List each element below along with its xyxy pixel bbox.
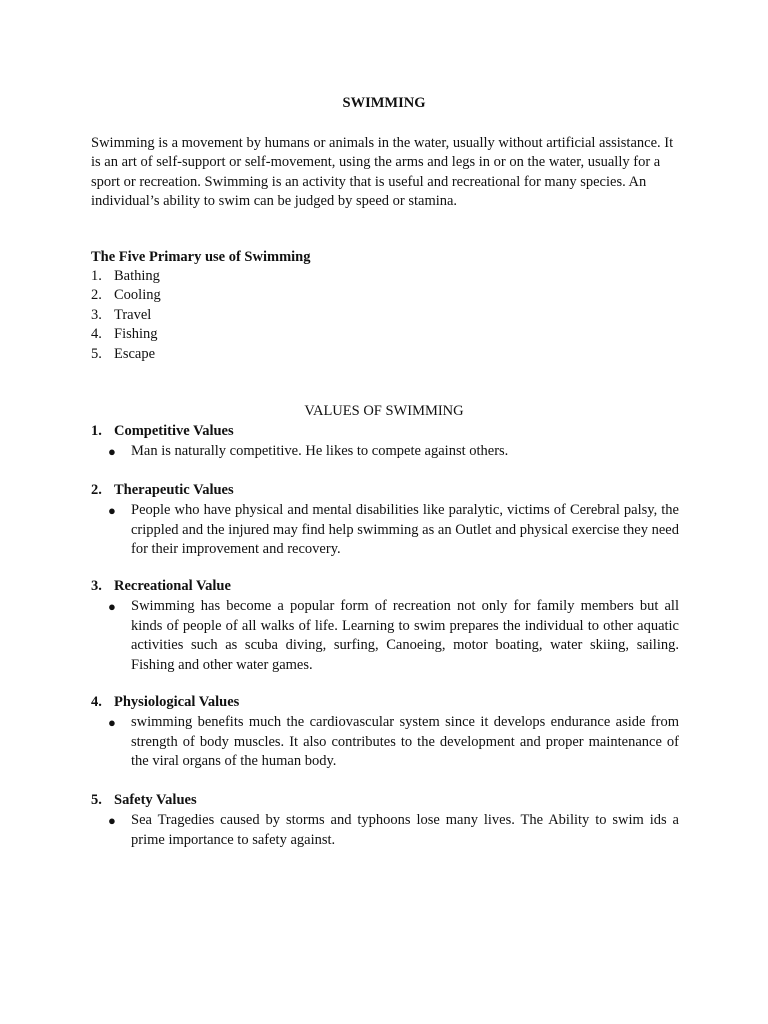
bullet-item	[91, 811, 679, 850]
bullet-icon: ●	[108, 599, 116, 615]
list-number: 3.	[91, 306, 102, 323]
value-section-competitive	[91, 422, 679, 462]
list-item-label: Travel	[114, 306, 152, 323]
bullet-item	[91, 501, 679, 559]
list-item	[91, 267, 161, 286]
bullet-icon: ●	[108, 444, 116, 460]
value-title-text: Therapeutic Values	[114, 482, 234, 498]
value-number: 5.	[91, 792, 102, 808]
value-section-safety	[91, 791, 679, 850]
values-heading: VALUES OF SWIMMING	[304, 403, 464, 419]
uses-heading: The Five Primary use of Swimming	[91, 249, 311, 265]
value-title	[91, 693, 679, 712]
intro-paragraph: Swimming is a movement by humans or animals in the water, usually without artificial assistance. It is an art of self-support or self-movement, using the arms and legs in or on the water, usually for a sport or recreation. Swimming is an activity that is useful and recreational for many species. An individual’s ability to swim can be judged by speed or stamina.	[91, 135, 674, 209]
bullet-text: swimming benefits much the cardiovascular system since it develops endurance aside from strength of body muscles. It also contributes to the development and proper maintenance of the viral organs of the human body.	[131, 714, 679, 770]
value-title	[91, 481, 679, 500]
list-item-label: Cooling	[114, 287, 161, 304]
bullet-text: People who have physical and mental disabilities like paralytic, victims of Cerebral palsy, the crippled and the injured may find help swimming as an Outlet and physical exercise they need for their improvement and recovery.	[131, 502, 679, 558]
value-section-therapeutic	[91, 481, 679, 560]
value-title-text: Competitive Values	[114, 423, 234, 439]
bullet-text: Swimming has become a popular form of recreation not only for family members but all kinds of people of all walks of life. Learning to swim prepares the individual to other aquatic activities such as scuba diving, surfing, Canoeing, motor boating, water skiing, sailing. Fishing and other water games.	[131, 598, 679, 673]
bullet-item	[91, 597, 679, 675]
value-title	[91, 791, 679, 810]
list-item	[91, 325, 161, 344]
value-section-physiological	[91, 693, 679, 772]
page-title: SWIMMING	[342, 95, 426, 111]
list-number: 2.	[91, 287, 102, 304]
list-item-label: Bathing	[114, 268, 160, 284]
bullet-icon: ●	[108, 503, 116, 519]
bullet-text: Sea Tragedies caused by storms and typhoons lose many lives. The Ability to swim ids a prime importance to safety against.	[131, 812, 679, 848]
list-item	[91, 345, 161, 364]
value-number: 3.	[91, 578, 102, 594]
value-number: 1.	[91, 423, 102, 439]
uses-list	[91, 267, 161, 364]
list-number: 4.	[91, 326, 102, 343]
bullet-icon: ●	[108, 813, 116, 829]
value-number: 4.	[91, 694, 102, 710]
value-number: 2.	[91, 482, 102, 498]
value-section-recreational	[91, 577, 679, 675]
bullet-item	[91, 442, 679, 461]
bullet-item	[91, 713, 679, 771]
list-item	[91, 286, 161, 305]
list-number: 5.	[91, 345, 102, 362]
list-item	[91, 306, 161, 325]
list-number: 1.	[91, 268, 102, 284]
value-title	[91, 577, 679, 596]
value-title	[91, 422, 679, 441]
value-title-text: Recreational Value	[114, 578, 231, 594]
value-title-text: Safety Values	[114, 792, 197, 808]
list-item-label: Fishing	[114, 326, 158, 343]
list-item-label: Escape	[114, 345, 156, 362]
value-title-text: Physiological Values	[114, 694, 240, 710]
bullet-icon: ●	[108, 715, 116, 731]
bullet-text: Man is naturally competitive. He likes to compete against others.	[131, 443, 509, 460]
